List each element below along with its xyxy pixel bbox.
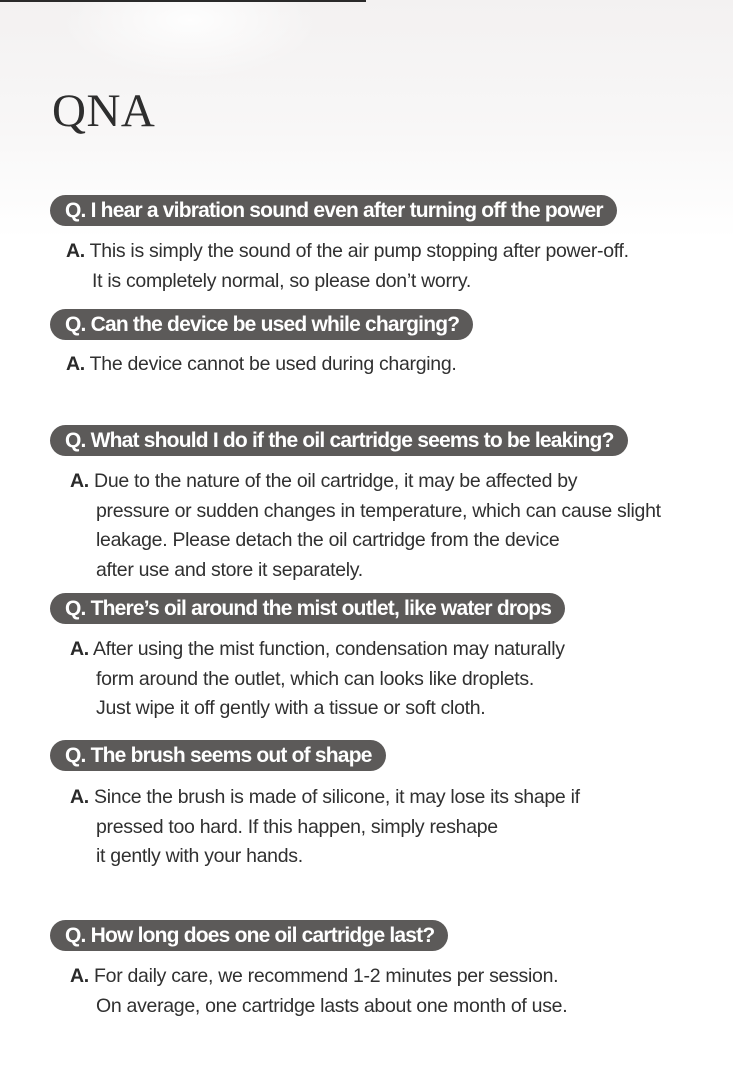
answer-text <box>70 635 565 724</box>
question-pill: Q. How long does one oil cartridge last? <box>50 920 448 951</box>
top-divider <box>0 0 366 2</box>
answer-label: A. <box>70 638 89 660</box>
answer-label: A. <box>66 240 85 262</box>
answer-line: Due to the nature of the oil cartridge, it may be affected by <box>94 470 578 492</box>
answer-text <box>66 237 629 296</box>
answer-line: This is simply the sound of the air pump stopping after power-off. <box>89 240 629 262</box>
answer-line: it gently with your hands. <box>96 845 303 867</box>
question-pill: Q. There’s oil around the mist outlet, like water drops <box>50 593 565 624</box>
answer-text <box>70 467 661 585</box>
answer-line: For daily care, we recommend 1-2 minutes per session. <box>94 965 559 987</box>
answer-line: On average, one cartridge lasts about one month of use. <box>96 994 568 1017</box>
answer-line: form around the outlet, which can looks like droplets. <box>96 667 534 690</box>
answer-line: The device cannot be used during charging. <box>89 353 457 375</box>
answer-label: A. <box>70 470 89 492</box>
answer-line: Since the brush is made of silicone, it may lose its shape if <box>94 786 580 808</box>
answer-label: A. <box>70 786 89 808</box>
answer-text <box>70 962 567 1021</box>
question-pill: Q. Can the device be used while charging? <box>50 309 473 340</box>
answer-line: leakage. Please detach the oil cartridge from the device <box>96 529 560 551</box>
answer-line: After using the mist function, condensation may naturally <box>92 638 565 660</box>
answer-line: after use and store it separately. <box>96 558 363 581</box>
answer-text <box>70 783 580 872</box>
question-pill: Q. The brush seems out of shape <box>50 740 386 771</box>
answer-line: pressure or sudden changes in temperature, which can cause slight <box>96 499 661 522</box>
answer-label: A. <box>70 965 89 987</box>
page-title: QNA <box>52 85 156 137</box>
answer-label: A. <box>66 353 85 375</box>
answer-line: Just wipe it off gently with a tissue or soft cloth. <box>96 697 486 719</box>
question-pill: Q. What should I do if the oil cartridge seems to be leaking? <box>50 425 628 456</box>
answer-line: pressed too hard. If this happen, simply reshape <box>96 815 498 838</box>
top-glow <box>60 0 320 80</box>
answer-text <box>66 350 457 380</box>
answer-line: It is completely normal, so please don’t worry. <box>92 269 471 292</box>
question-pill: Q. I hear a vibration sound even after turning off the power <box>50 195 617 226</box>
